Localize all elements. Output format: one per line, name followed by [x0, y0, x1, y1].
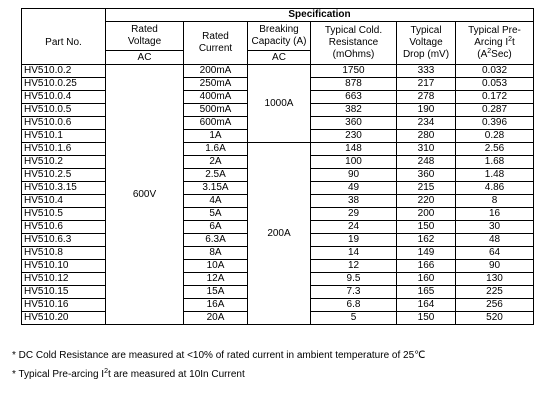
cold-resistance-cell: 6.8	[311, 299, 397, 312]
voltage-drop-cell: 217	[397, 78, 456, 91]
voltage-drop-cell: 215	[397, 182, 456, 195]
table-body	[22, 65, 534, 325]
part-number-cell: HV510.8	[22, 247, 106, 260]
part-number-cell: HV510.2	[22, 156, 106, 169]
header-breaking-unit: AC	[248, 51, 311, 65]
header-rated-current-line2: Current	[198, 43, 233, 54]
part-number-cell: HV510.1	[22, 130, 106, 143]
cold-resistance-cell: 90	[311, 169, 397, 182]
pre-arcing-cell: 1.48	[456, 169, 534, 182]
header-cold-res-line3: (mOhms)	[332, 49, 375, 60]
table-row	[22, 143, 534, 156]
rated-current-cell: 12A	[184, 273, 248, 286]
part-number-cell: HV510.15	[22, 286, 106, 299]
header-i2t-text-b: t (A	[477, 37, 515, 60]
cold-resistance-cell: 5	[311, 312, 397, 325]
header-rated-voltage-line2: Voltage	[127, 36, 162, 47]
cold-resistance-cell: 9.5	[311, 273, 397, 286]
cold-resistance-cell: 14	[311, 247, 397, 260]
part-number-cell: HV510.12	[22, 273, 106, 286]
rated-current-cell: 1A	[184, 130, 248, 143]
voltage-drop-cell: 234	[397, 117, 456, 130]
rated-current-cell: 15A	[184, 286, 248, 299]
rated-current-cell: 250mA	[184, 78, 248, 91]
rated-current-cell: 16A	[184, 299, 248, 312]
rated-current-cell: 10A	[184, 260, 248, 273]
rated-current-cell: 2A	[184, 156, 248, 169]
pre-arcing-cell: 520	[456, 312, 534, 325]
cold-resistance-cell: 148	[311, 143, 397, 156]
part-number-cell: HV510.2.5	[22, 169, 106, 182]
header-voltage-drop	[397, 22, 456, 65]
header-blank-left	[22, 9, 106, 22]
cold-resistance-cell: 230	[311, 130, 397, 143]
rated-current-cell: 600mA	[184, 117, 248, 130]
header-vdrop-line3: Drop (mV)	[402, 49, 450, 60]
voltage-drop-cell: 164	[397, 299, 456, 312]
header-breaking-capacity	[248, 22, 311, 51]
cold-resistance-cell: 19	[311, 234, 397, 247]
voltage-drop-cell: 248	[397, 156, 456, 169]
voltage-drop-cell: 165	[397, 286, 456, 299]
part-number-cell: HV510.0.5	[22, 104, 106, 117]
part-number-cell: HV510.0.4	[22, 91, 106, 104]
cold-resistance-cell: 49	[311, 182, 397, 195]
note-pre-arcing	[12, 369, 245, 381]
header-i2t-line2	[456, 37, 533, 61]
rated-current-cell: 400mA	[184, 91, 248, 104]
part-number-cell: HV510.1.6	[22, 143, 106, 156]
header-vdrop-line1: Typical	[410, 25, 442, 36]
header-rated-voltage-line1: Rated	[131, 24, 158, 35]
voltage-drop-cell: 200	[397, 208, 456, 221]
header-vdrop-line2: Voltage	[409, 37, 443, 48]
rated-current-cell: 20A	[184, 312, 248, 325]
pre-arcing-cell: 0.053	[456, 78, 534, 91]
voltage-drop-cell: 280	[397, 130, 456, 143]
voltage-drop-cell: 278	[397, 91, 456, 104]
cold-resistance-cell: 12	[311, 260, 397, 273]
pre-arcing-cell: 256	[456, 299, 534, 312]
part-number-cell: HV510.4	[22, 195, 106, 208]
part-number-cell: HV510.0.6	[22, 117, 106, 130]
part-number-cell: HV510.5	[22, 208, 106, 221]
header-breaking-line2: Capacity (A)	[251, 36, 307, 47]
cold-resistance-cell: 1750	[311, 65, 397, 78]
pre-arcing-cell: 48	[456, 234, 534, 247]
voltage-drop-cell: 220	[397, 195, 456, 208]
part-number-cell: HV510.0.2	[22, 65, 106, 78]
pre-arcing-cell: 0.032	[456, 65, 534, 78]
cold-resistance-cell: 29	[311, 208, 397, 221]
rated-current-cell: 3.15A	[184, 182, 248, 195]
voltage-drop-cell: 190	[397, 104, 456, 117]
part-number-cell: HV510.6.3	[22, 234, 106, 247]
pre-arcing-cell: 16	[456, 208, 534, 221]
part-number-cell: HV510.3.15	[22, 182, 106, 195]
pre-arcing-cell: 130	[456, 273, 534, 286]
header-i2t-line1: Typical Pre-	[468, 25, 521, 36]
pre-arcing-cell: 4.86	[456, 182, 534, 195]
note-pre-arcing-text-b: t are measured at 10In Current	[107, 369, 245, 380]
pre-arcing-cell: 30	[456, 221, 534, 234]
note-degree-symbol: ℃	[414, 350, 426, 361]
cold-resistance-cell: 24	[311, 221, 397, 234]
header-part-no: Part No.	[22, 22, 106, 65]
note-pre-arcing-text-a: * Typical Pre-arcing I	[12, 369, 105, 380]
header-rated-current	[184, 22, 248, 65]
rated-voltage-cell: 600V	[106, 65, 184, 325]
pre-arcing-cell: 1.68	[456, 156, 534, 169]
note-pre-arcing-sup: 2	[104, 368, 108, 375]
pre-arcing-cell: 90	[456, 260, 534, 273]
breaking-capacity-cell-2: 200A	[248, 143, 311, 325]
header-breaking-line1: Breaking	[259, 24, 299, 35]
breaking-capacity-cell-1: 1000A	[248, 65, 311, 143]
rated-current-cell: 5A	[184, 208, 248, 221]
part-number-cell: HV510.6	[22, 221, 106, 234]
voltage-drop-cell: 310	[397, 143, 456, 156]
note-cold-resistance	[12, 350, 425, 362]
table-title: Specification	[106, 9, 534, 22]
part-number-cell: HV510.0.25	[22, 78, 106, 91]
header-i2t-sup2: 2	[487, 48, 492, 55]
header-cold-resistance	[311, 22, 397, 65]
header-i2t-text-c: Sec)	[491, 49, 512, 60]
voltage-drop-cell: 166	[397, 260, 456, 273]
part-number-cell: HV510.16	[22, 299, 106, 312]
header-cold-res-line1: Typical Cold.	[324, 25, 383, 36]
header-cold-res-line2: Resistance	[328, 37, 379, 48]
pre-arcing-cell: 225	[456, 286, 534, 299]
voltage-drop-cell: 150	[397, 312, 456, 325]
rated-current-cell: 4A	[184, 195, 248, 208]
note-cold-resistance-text: * DC Cold Resistance are measured at <10% of rated current in ambient temperature of 25	[12, 350, 415, 361]
cold-resistance-cell: 663	[311, 91, 397, 104]
part-number-cell: HV510.20	[22, 312, 106, 325]
cold-resistance-cell: 360	[311, 117, 397, 130]
rated-current-cell: 6A	[184, 221, 248, 234]
header-rated-voltage	[106, 22, 184, 51]
voltage-drop-cell: 150	[397, 221, 456, 234]
cold-resistance-cell: 7.3	[311, 286, 397, 299]
voltage-drop-cell: 160	[397, 273, 456, 286]
pre-arcing-cell: 0.287	[456, 104, 534, 117]
header-rated-current-line1: Rated	[202, 31, 229, 42]
rated-current-cell: 2.5A	[184, 169, 248, 182]
cold-resistance-cell: 38	[311, 195, 397, 208]
pre-arcing-cell: 0.172	[456, 91, 534, 104]
pre-arcing-cell: 0.396	[456, 117, 534, 130]
rated-current-cell: 200mA	[184, 65, 248, 78]
pre-arcing-cell: 0.28	[456, 130, 534, 143]
header-voltage-unit: AC	[106, 51, 184, 65]
voltage-drop-cell: 162	[397, 234, 456, 247]
voltage-drop-cell: 149	[397, 247, 456, 260]
pre-arcing-cell: 2.56	[456, 143, 534, 156]
rated-current-cell: 6.3A	[184, 234, 248, 247]
part-number-cell: HV510.10	[22, 260, 106, 273]
rated-current-cell: 8A	[184, 247, 248, 260]
voltage-drop-cell: 333	[397, 65, 456, 78]
rated-current-cell: 500mA	[184, 104, 248, 117]
pre-arcing-cell: 64	[456, 247, 534, 260]
voltage-drop-cell: 360	[397, 169, 456, 182]
header-i2t-text-a: Arcing I	[474, 37, 509, 48]
cold-resistance-cell: 100	[311, 156, 397, 169]
header-pre-arcing	[456, 22, 534, 65]
cold-resistance-cell: 382	[311, 104, 397, 117]
cold-resistance-cell: 878	[311, 78, 397, 91]
header-i2t-sup: 2	[508, 36, 513, 43]
rated-current-cell: 1.6A	[184, 143, 248, 156]
pre-arcing-cell: 8	[456, 195, 534, 208]
table-row	[22, 65, 534, 78]
specification-table	[21, 8, 534, 325]
